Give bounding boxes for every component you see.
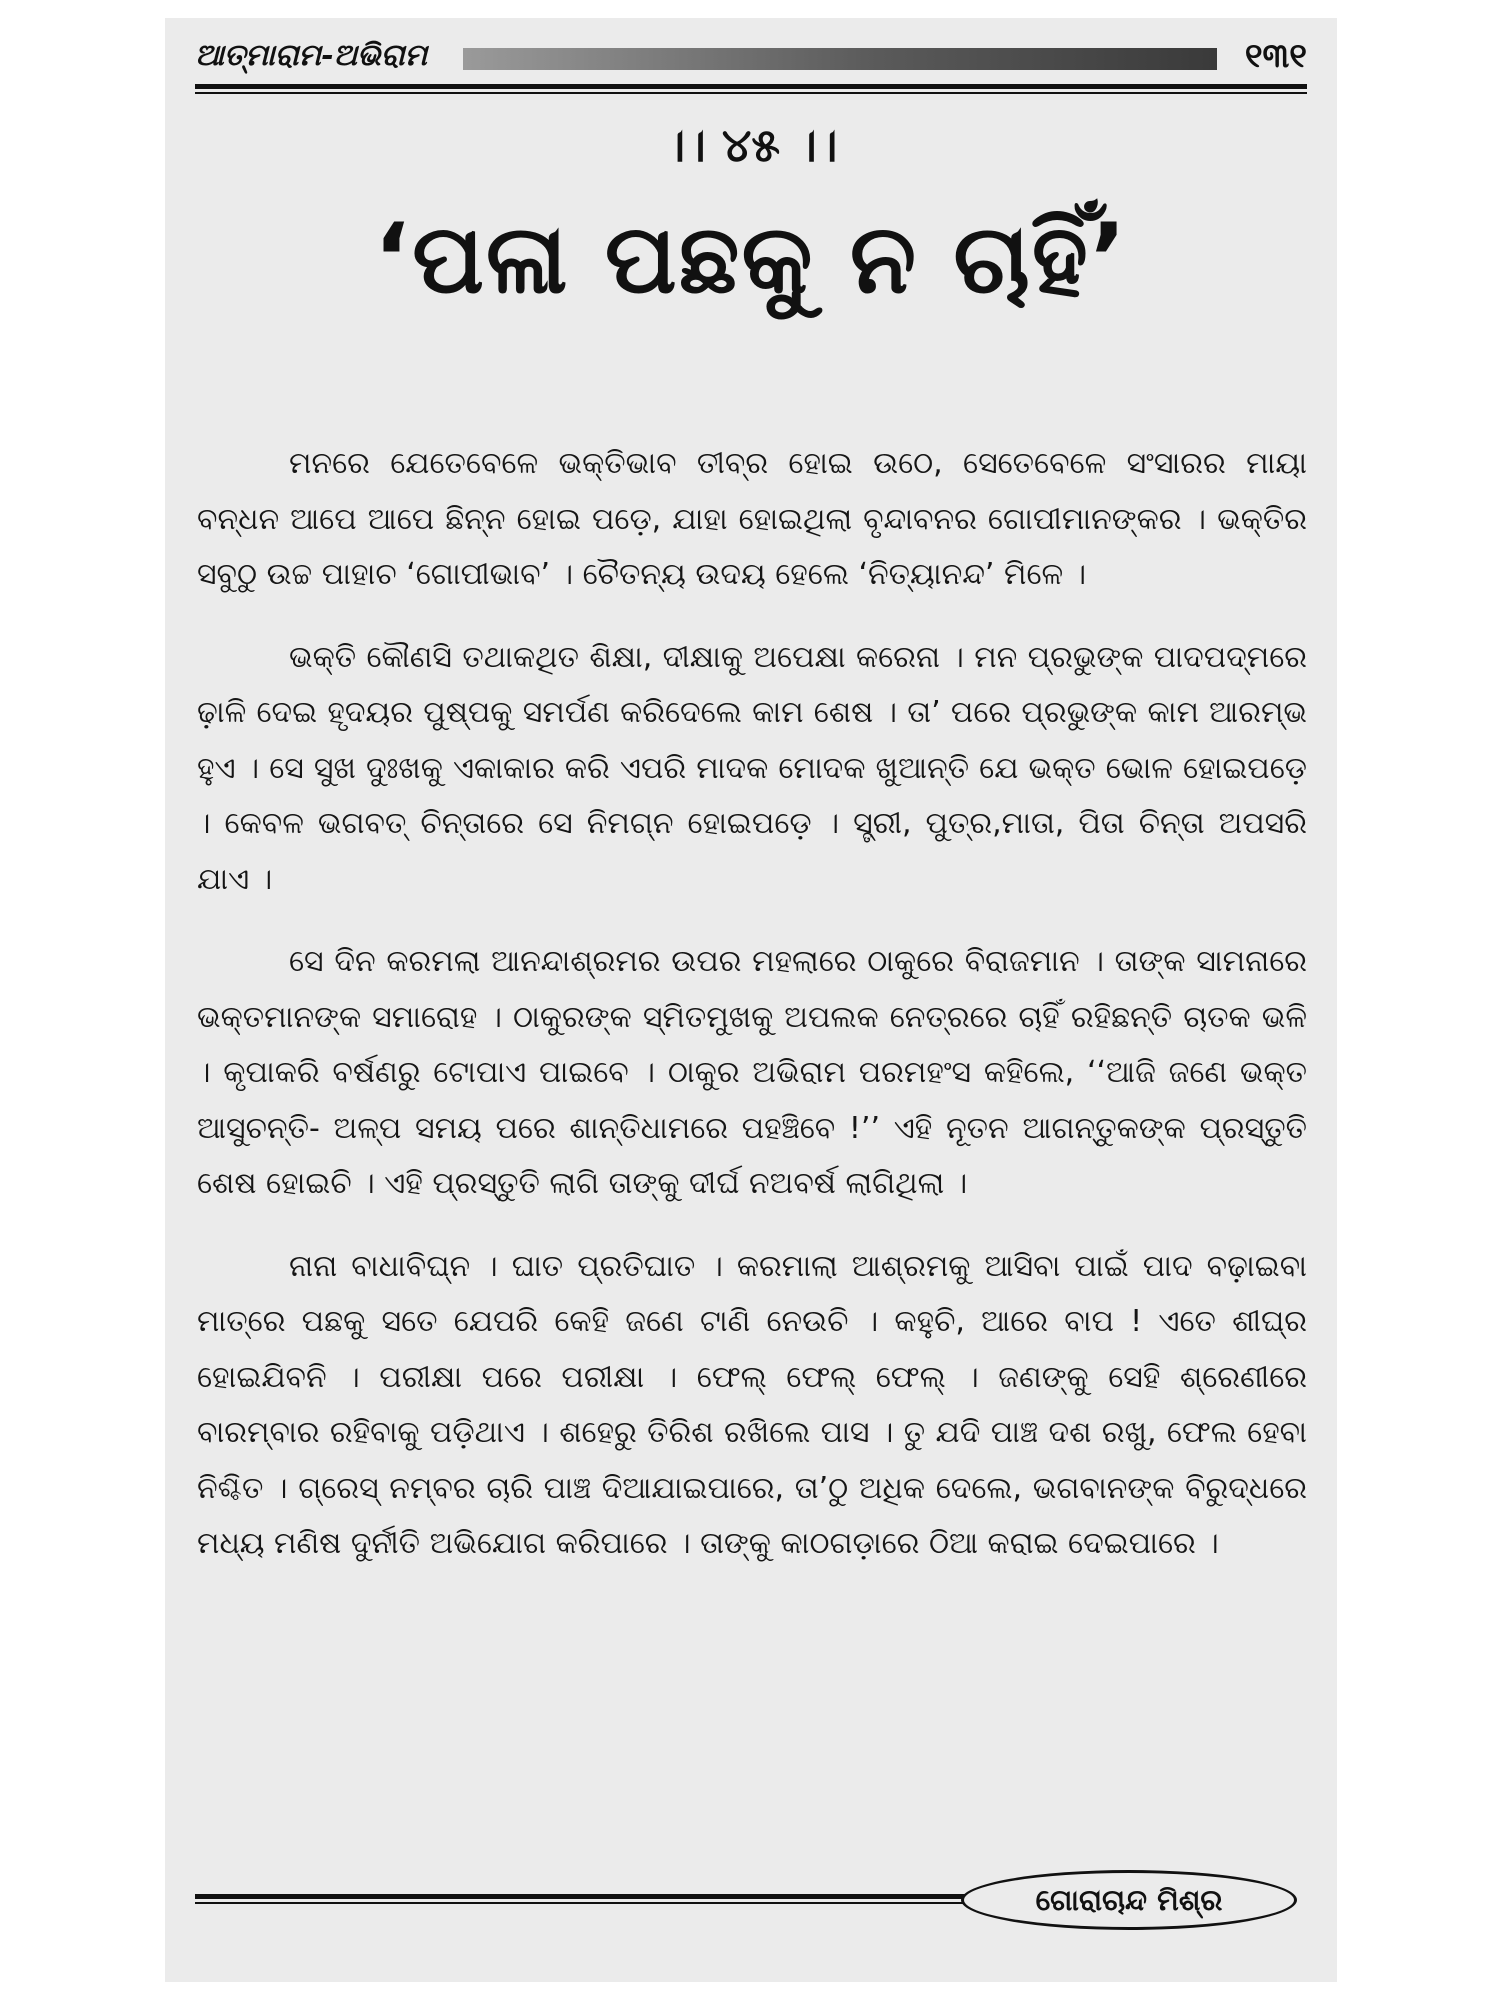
book-title: ଆତ୍ମାରାମ-ଅଭିରାମ bbox=[195, 38, 428, 73]
author-name-oval: ଗୋରାଚାନ୍ଦ ମିଶ୍ର bbox=[961, 1870, 1297, 1930]
book-page bbox=[165, 18, 1337, 1982]
paragraph: ନାନା ବାଧାବିଘ୍ନ । ଘାତ ପ୍ରତିଘାତ । କରମାଲା ଆଶ୍ରମକୁ ଆସିବା ପାଇଁ ପାଦ ବଢ଼ାଇବା ମାତ୍ରେ ପଛକୁ ସତେ ଯେପରି କେହି ଜଣେ ଟାଣି ନେଉଚି । କହୁଚି, ଆରେ ବାପ ! ଏତେ ଶୀଘ୍ର ହୋଇଯିବନି । ପରୀକ୍ଷା ପରେ ପରୀକ୍ଷା । ଫେଲ୍ ଫେଲ୍ ଫେଲ୍ । ଜଣଙ୍କୁ ସେହି ଶ୍ରେଣୀରେ ବାରମ୍ବାର ରହିବାକୁ ପଡ଼ିଥାଏ । ଶହେରୁ ତିରିଶ ରଖିଲେ ପାସ । ତୁ ଯଦି ପାଞ୍ଚ ଦଶ ରଖୁ, ଫେଲ ହେବା ନିଶ୍ଚିତ । ଗ୍ରେସ୍ ନମ୍ବର ଚାରି ପାଞ୍ଚ ଦିଆଯାଇପାରେ, ତା’ଠୁ ଅଧିକ ଦେଲେ, ଭଗବାନଙ୍କ ବିରୁଦ୍ଧରେ ମଧ୍ୟ ମଣିଷ ଦୁର୍ନୀତି ଅଭିଯୋଗ କରିପାରେ । ତାଙ୍କୁ କାଠଗଡ଼ାରେ ଠିଆ କରାଇ ଦେଇପାରେ । bbox=[197, 1248, 1307, 1561]
paragraph: ଭକ୍ତି କୌଣସି ତଥାକଥିତ ଶିକ୍ଷା, ଦୀକ୍ଷାକୁ ଅପେକ୍ଷା କରେନା । ମନ ପ୍ରଭୁଙ୍କ ପାଦପଦ୍ମରେ ଢ଼ାଳି ଦେଇ ହୃଦୟର ପୁଷ୍ପକୁ ସମର୍ପଣ କରିଦେଲେ କାମ ଶେଷ । ତା’ ପରେ ପ୍ରଭୁଙ୍କ କାମ ଆରମ୍ଭ ହୁଏ । ସେ ସୁଖ ଦୁଃଖକୁ ଏକାକାର କରି ଏପରି ମାଦକ ମୋଦକ ଖୁଆନ୍ତି ଯେ ଭକ୍ତ ଭୋଳ ହୋଇପଡ଼େ । କେବଳ ଭଗବତ୍ ଚିନ୍ତାରେ ସେ ନିମଗ୍ନ ହୋଇପଡ଼େ । ସ୍ତ୍ରୀ, ପୁତ୍ର,ମାତା, ପିତା ଚିନ୍ତା ଅପସରି ଯାଏ । bbox=[197, 639, 1307, 897]
body-text bbox=[197, 436, 1307, 1599]
chapter-number: ।। ୪୫ ।। bbox=[664, 118, 838, 172]
footer-rule-thin bbox=[195, 1902, 965, 1904]
page-footer bbox=[195, 1870, 1307, 1930]
page-header bbox=[195, 32, 1307, 102]
chapter-title: ‘ପଳା ପଛକୁ ନ ଚାହିଁ’ bbox=[373, 203, 1129, 315]
paragraph: ସେ ଦିନ କରମଲା ଆନନ୍ଦାଶ୍ରମର ଉପର ମହଲାରେ ଠାକୁରେ ବିରାଜମାନ । ତାଙ୍କ ସାମନାରେ ଭକ୍ତମାନଙ୍କ ସମାରୋହ । ଠାକୁରଙ୍କ ସ୍ମିତମୁଖକୁ ଅପଲକ ନେତ୍ରରେ ଚାହିଁ ରହିଛନ୍ତି ଚାତକ ଭଳି । କୃପାକରି ବର୍ଷଣରୁ ଟୋପାଏ ପାଇବେ । ଠାକୁର ଅଭିରାମ ପରମହଂସ କହିଲେ, ‘‘ଆଜି ଜଣେ ଭକ୍ତ ଆସୁଚନ୍ତି- ଅଳ୍ପ ସମୟ ପରେ ଶାନ୍ତିଧାମରେ ପହଞ୍ଚିବେ !’’ ଏହି ନୂତନ ଆଗନ୍ତୁକଙ୍କ ପ୍ରସ୍ତୁତି ଶେଷ ହୋଇଚି । ଏହି ପ୍ରସ୍ତୁତି ଲାଗି ତାଙ୍କୁ ଦୀର୍ଘ ନଅବର୍ଷ ଲାଗିଥିଲା । bbox=[197, 944, 1307, 1201]
header-decorative-bar bbox=[463, 48, 1217, 70]
footer-rule-thick bbox=[195, 1894, 965, 1899]
page-number: ୧୩୧ bbox=[1244, 36, 1307, 76]
header-rule-thick bbox=[195, 84, 1307, 89]
paragraph: ମନରେ ଯେତେବେଳେ ଭକ୍ତିଭାବ ତୀବ୍ର ହୋଇ ଉଠେ, ସେତେବେଳେ ସଂସାରର ମାୟା ବନ୍ଧନ ଆପେ ଆପେ ଛିନ୍ନ ହୋଇ ପଡ଼େ, ଯାହା ହୋଇଥିଲା ବୃନ୍ଦାବନର ଗୋପୀମାନଙ୍କର । ଭକ୍ତିର ସବୁଠୁ ଉଚ୍ଚ ପାହାଚ ‘ଗୋପୀଭାବ’ । ଚୈତନ୍ୟ ଉଦୟ ହେଲେ ‘ନିତ୍ୟାନନ୍ଦ’ ମିଳେ । bbox=[197, 446, 1307, 592]
header-rule-thin bbox=[195, 92, 1307, 94]
